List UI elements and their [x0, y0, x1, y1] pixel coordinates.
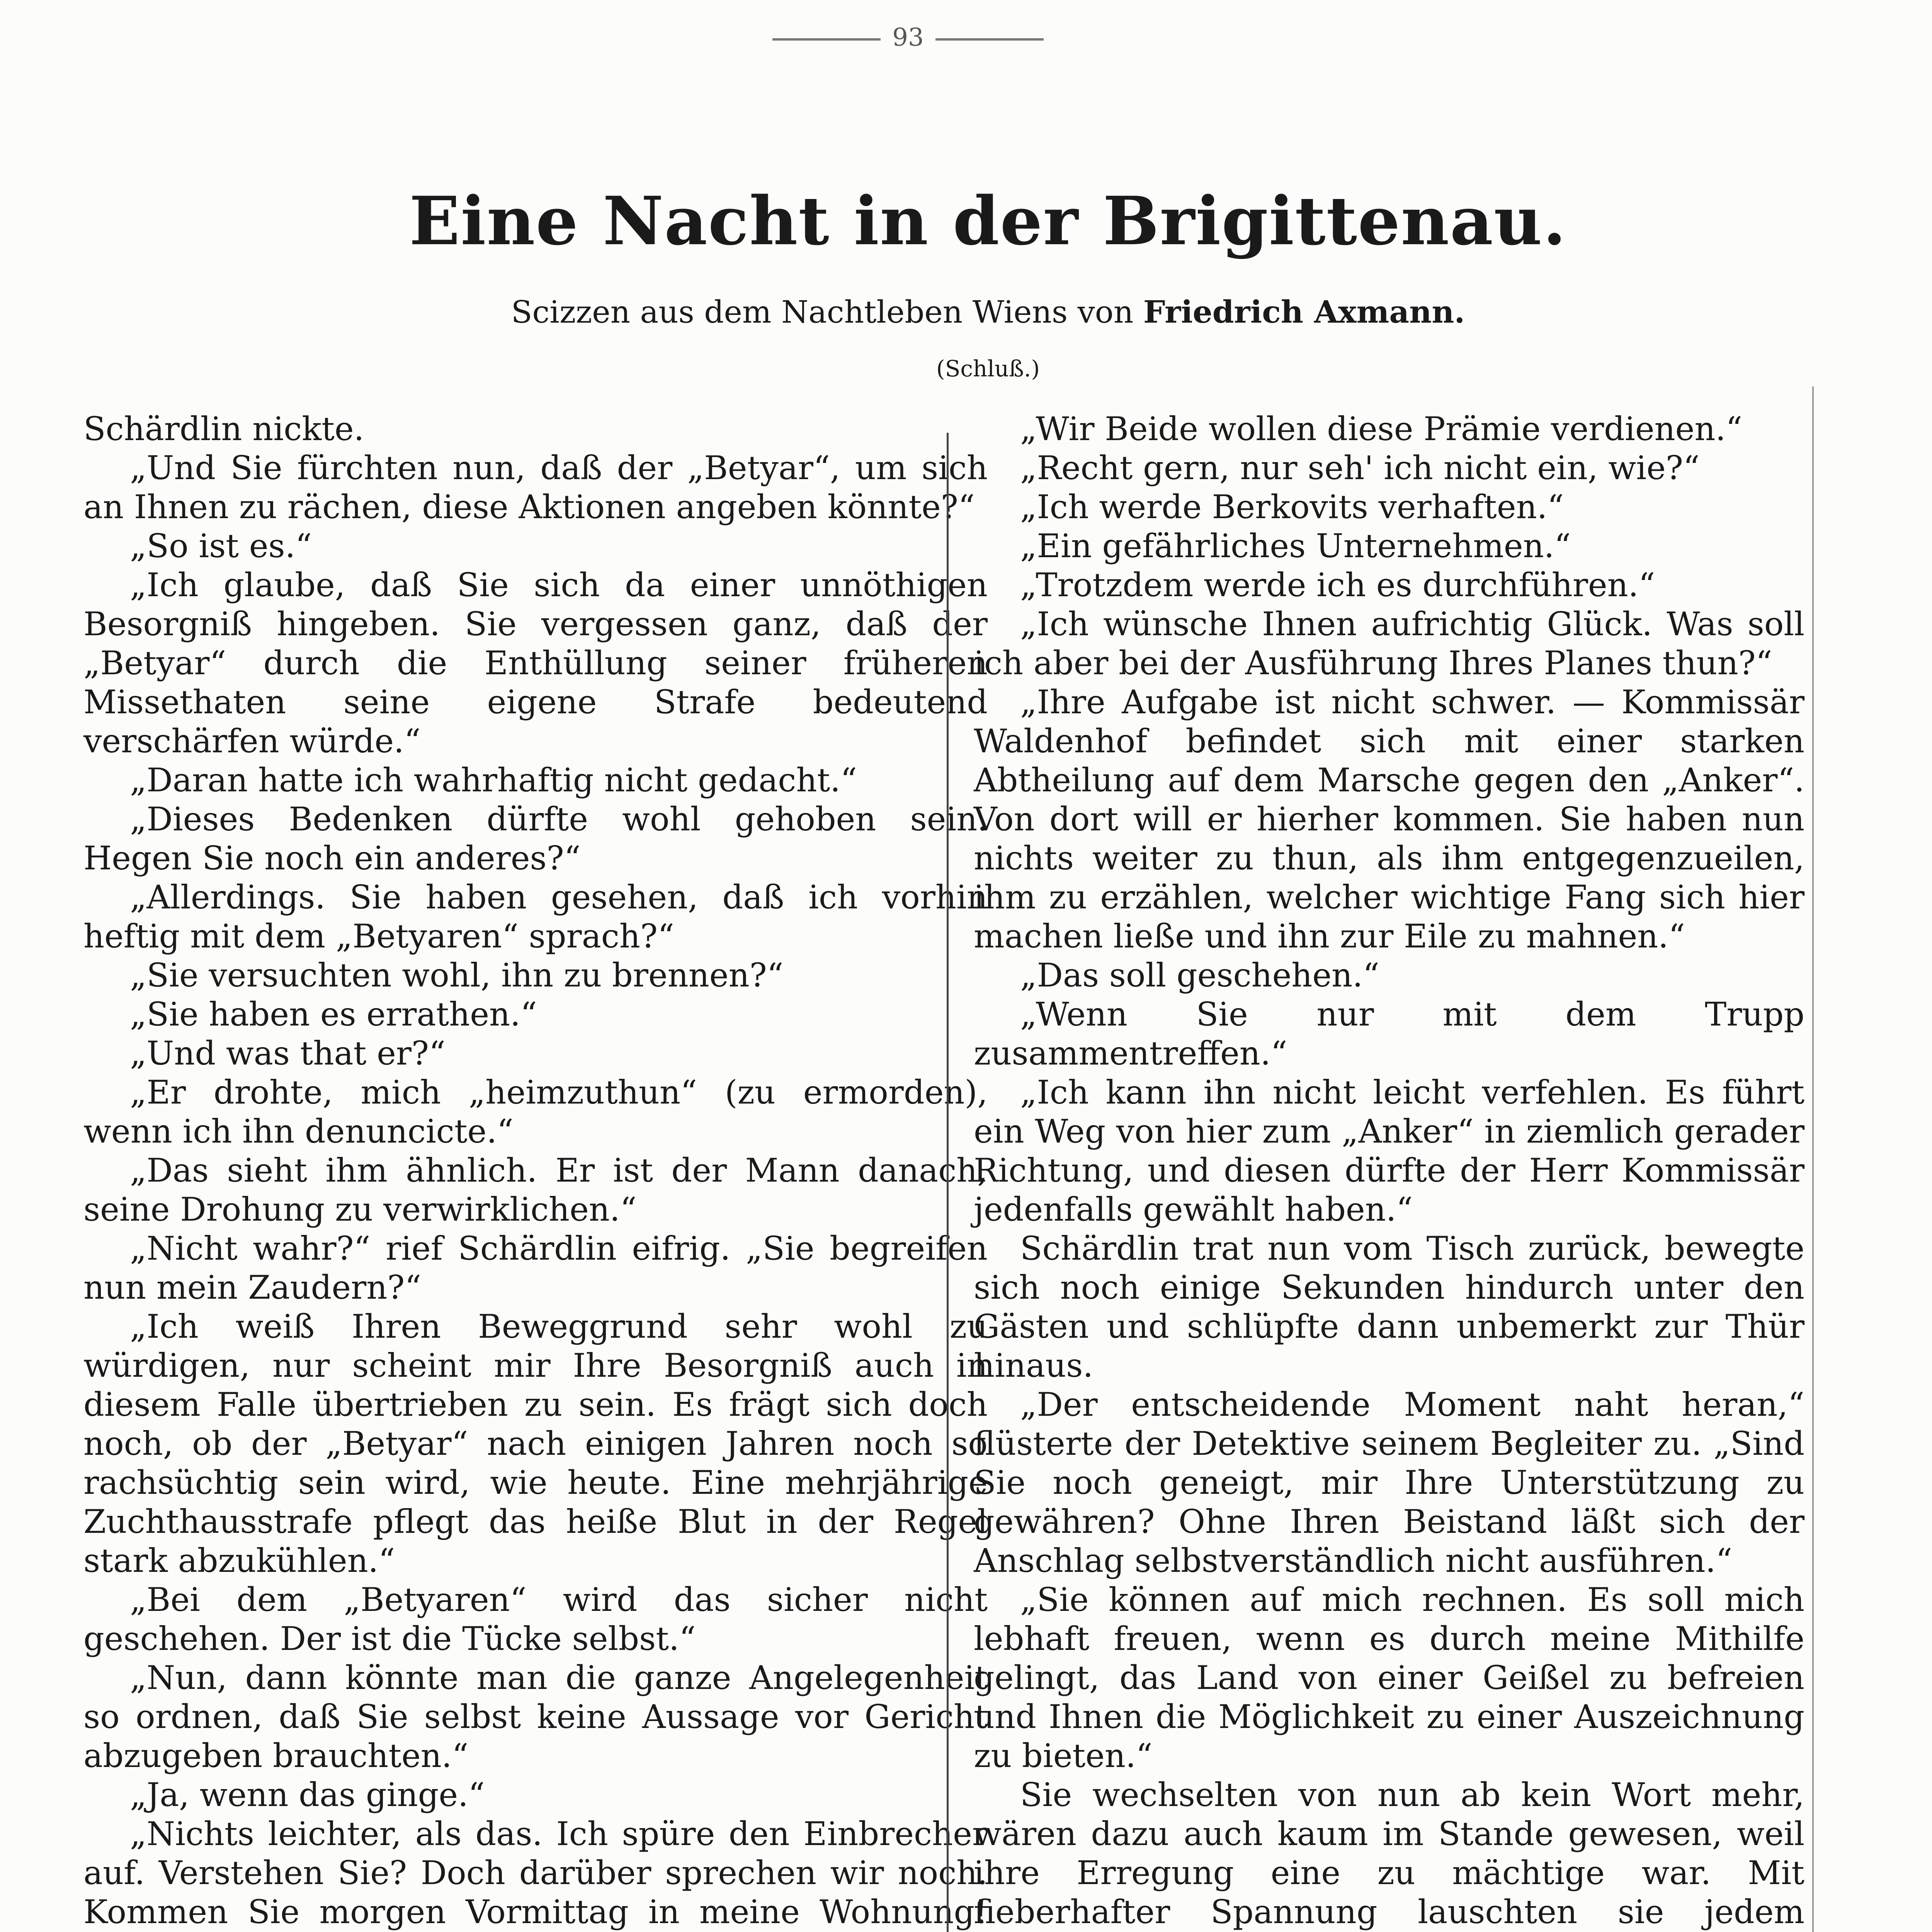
paragraph: „Ein gefährliches Unternehmen.“	[1020, 527, 1571, 565]
paragraph: „Das sieht ihm ähnlich. Er ist der Mann danach, seine Drohung zu verwirklichen.“	[83, 1151, 988, 1228]
paragraph: „Nun, dann könnte man die ganze Angelegenheit so ordnen, daß Sie selbst keine Aussage vor Gericht abzugeben brauchten.“	[83, 1659, 988, 1775]
page-right-edge	[1812, 386, 1814, 1932]
paragraph: „Sie können auf mich rechnen. Es soll mich lebhaft freuen, wenn es durch meine Mithilfe gelingt, das Land von einer Geißel zu befreien und Ihnen die Möglichkeit zu einer Auszeichnung zu bieten.“	[974, 1581, 1804, 1775]
paragraph: „Er drohte, mich „heimzuthun“ (zu ermorden), wenn ich ihn denuncicte.“	[83, 1073, 988, 1150]
paragraph: „Nicht wahr?“ rief Schärdlin eifrig. „Sie begreifen nun mein Zaudern?“	[83, 1230, 988, 1306]
paragraph: „So ist es.“	[130, 527, 312, 565]
paragraph: „Allerdings. Sie haben gesehen, daß ich vorhin heftig mit dem „Betyaren“ sprach?“	[83, 878, 988, 955]
paragraph: „Ich kann ihn nicht leicht verfehlen. Es führt ein Weg von hier zum „Anker“ in ziemlich gerader Richtung, und diesen dürfte der Herr Kommissär jedenfalls gewählt haben.“	[974, 1073, 1804, 1228]
paragraph: Schärdlin trat nun vom Tisch zurück, bewegte sich noch einige Sekunden hindurch unter den Gästen und schlüpfte dann unbemerkt zur Thür hinaus.	[974, 1230, 1804, 1384]
article-title: Eine Nacht in der Brigittenau.	[409, 182, 1567, 260]
paragraph: Schärdlin nickte.	[83, 410, 364, 448]
article-subtitle	[0, 294, 1932, 330]
paragraph: „Nichts leichter, als das. Ich spüre den Einbrecher auf. Verstehen Sie? Doch darüber sprechen wir noch. Kommen Sie morgen Vormittag in meine Wohnung!	[83, 1815, 988, 1931]
page-number-rule-left	[772, 38, 881, 41]
continued-note: (Schluß.)	[936, 355, 1040, 382]
paragraph: „Wir Beide wollen diese Prämie verdienen.“	[1020, 410, 1743, 448]
paragraph: Sie wechselten von nun ab kein Wort mehr, wären dazu auch kaum im Stande gewesen, weil ihre Erregung eine zu mächtige war. Mit fieberhafter Spannung lauschten sie jedem	[974, 1776, 1804, 1931]
paragraph: „Sie versuchten wohl, ihn zu brennen?“	[130, 956, 784, 994]
paragraph: „Bei dem „Betyaren“ wird das sicher nicht geschehen. Der ist die Tücke selbst.“	[83, 1581, 988, 1658]
paragraph: „Sie haben es errathen.“	[130, 995, 537, 1033]
paragraph: „Ich glaube, daß Sie sich da einer unnöthigen Besorgniß hingeben. Sie vergessen ganz, daß der „Betyar“ durch die Enthüllung seiner früheren Missethaten seine eigene Strafe bedeutend verschärfen würde.“	[83, 566, 988, 760]
paragraph: „Dieses Bedenken dürfte wohl gehoben sein. Hegen Sie noch ein anderes?“	[83, 800, 988, 877]
page-number	[734, 23, 1082, 52]
paragraph: „Ich weiß Ihren Beweggrund sehr wohl zu würdigen, nur scheint mir Ihre Besorgniß auch in diesem Falle übertrieben zu sein. Es frägt sich doch noch, ob der „Betyar“ nach einigen Jahren noch so rachsüchtig sein wird, wie heute. Eine mehrjährige Zuchthausstrafe pflegt das heiße Blut in der Regel stark abzukühlen.“	[83, 1308, 988, 1580]
left-column	[83, 410, 988, 1932]
column-divider	[947, 433, 949, 1932]
paragraph: „Ich wünsche Ihnen aufrichtig Glück. Was soll ich aber bei der Ausführung Ihres Planes thun?“	[974, 605, 1804, 682]
paragraph: „Ja, wenn das ginge.“	[130, 1776, 485, 1814]
paragraph: „Ihre Aufgabe ist nicht schwer. — Kommissär Waldenhof befindet sich mit einer starken Abtheilung auf dem Marsche gegen den „Anker“. Von dort will er hierher kommen. Sie haben nun nichts weiter zu thun, als ihm entgegenzueilen, ihm zu erzählen, welcher wichtige Fang sich hier machen ließe und ihn zur Eile zu mahnen.“	[974, 683, 1804, 955]
page-number-rule-right	[935, 38, 1044, 41]
paragraph: „Das soll geschehen.“	[1020, 956, 1379, 994]
paragraph: „Ich werde Berkovits verhaften.“	[1020, 488, 1564, 526]
paragraph: „Recht gern, nur seh' ich nicht ein, wie?“	[1020, 449, 1700, 487]
page-number-text: 93	[892, 23, 924, 52]
subtitle-prefix: Scizzen aus dem Nachtleben Wiens von	[511, 294, 1134, 330]
paragraph: „Trotzdem werde ich es durchführen.“	[1020, 566, 1655, 604]
paragraph: „Und Sie fürchten nun, daß der „Betyar“, um sich an Ihnen zu rächen, diese Aktionen angeben könnte?“	[83, 449, 988, 526]
right-column	[974, 410, 1804, 1932]
paragraph: „Und was that er?“	[130, 1034, 446, 1072]
paragraph: „Wenn Sie nur mit dem Trupp zusammentreffen.“	[974, 995, 1804, 1072]
paragraph: „Daran hatte ich wahrhaftig nicht gedacht.“	[130, 761, 857, 799]
author-name: Friedrich Axmann.	[1143, 294, 1465, 330]
paragraph: „Der entscheidende Moment naht heran,“ flüsterte der Detektive seinem Begleiter zu. „Sind Sie noch geneigt, mir Ihre Unterstützung zu gewähren? Ohne Ihren Beistand läßt sich der Anschlag selbstverständlich nicht ausführen.“	[974, 1386, 1804, 1580]
